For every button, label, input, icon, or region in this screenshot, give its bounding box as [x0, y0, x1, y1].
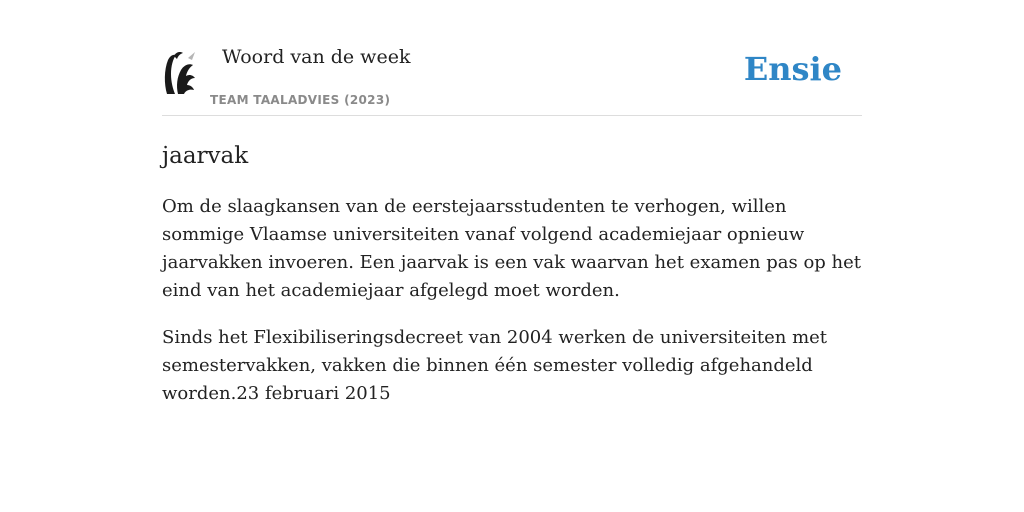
brand-logo-text[interactable]: Ensie: [743, 50, 842, 88]
entry-body: [162, 193, 862, 408]
section-title: Woord van de week: [222, 46, 411, 68]
headword: jaarvak: [162, 143, 249, 169]
body-paragraph-2: [162, 324, 862, 408]
body-paragraph-1: Om de slaagkansen van de eerstejaarsstudenten te verhogen, willen sommige Vlaamse universiteiten vanaf volgend academiejaar opnieuw jaarvakken invoeren. Een jaarvak is een vak waarvan het examen pas op het eind van het academiejaar afgelegd moet worden.: [162, 196, 862, 301]
author-credit: TEAM TAALADVIES (2023): [210, 93, 391, 107]
body-paragraph-2-text: Sinds het Flexibiliseringsdecreet van 2004 werken de universiteiten met semestervakken, vakken die binnen één semester volledig afgehandeld worden.: [162, 327, 828, 404]
entry-header: [162, 40, 862, 116]
entry-date: 23 februari 2015: [236, 383, 391, 404]
entry-card: [162, 40, 862, 408]
flemish-lion-logo-icon: [162, 50, 198, 96]
